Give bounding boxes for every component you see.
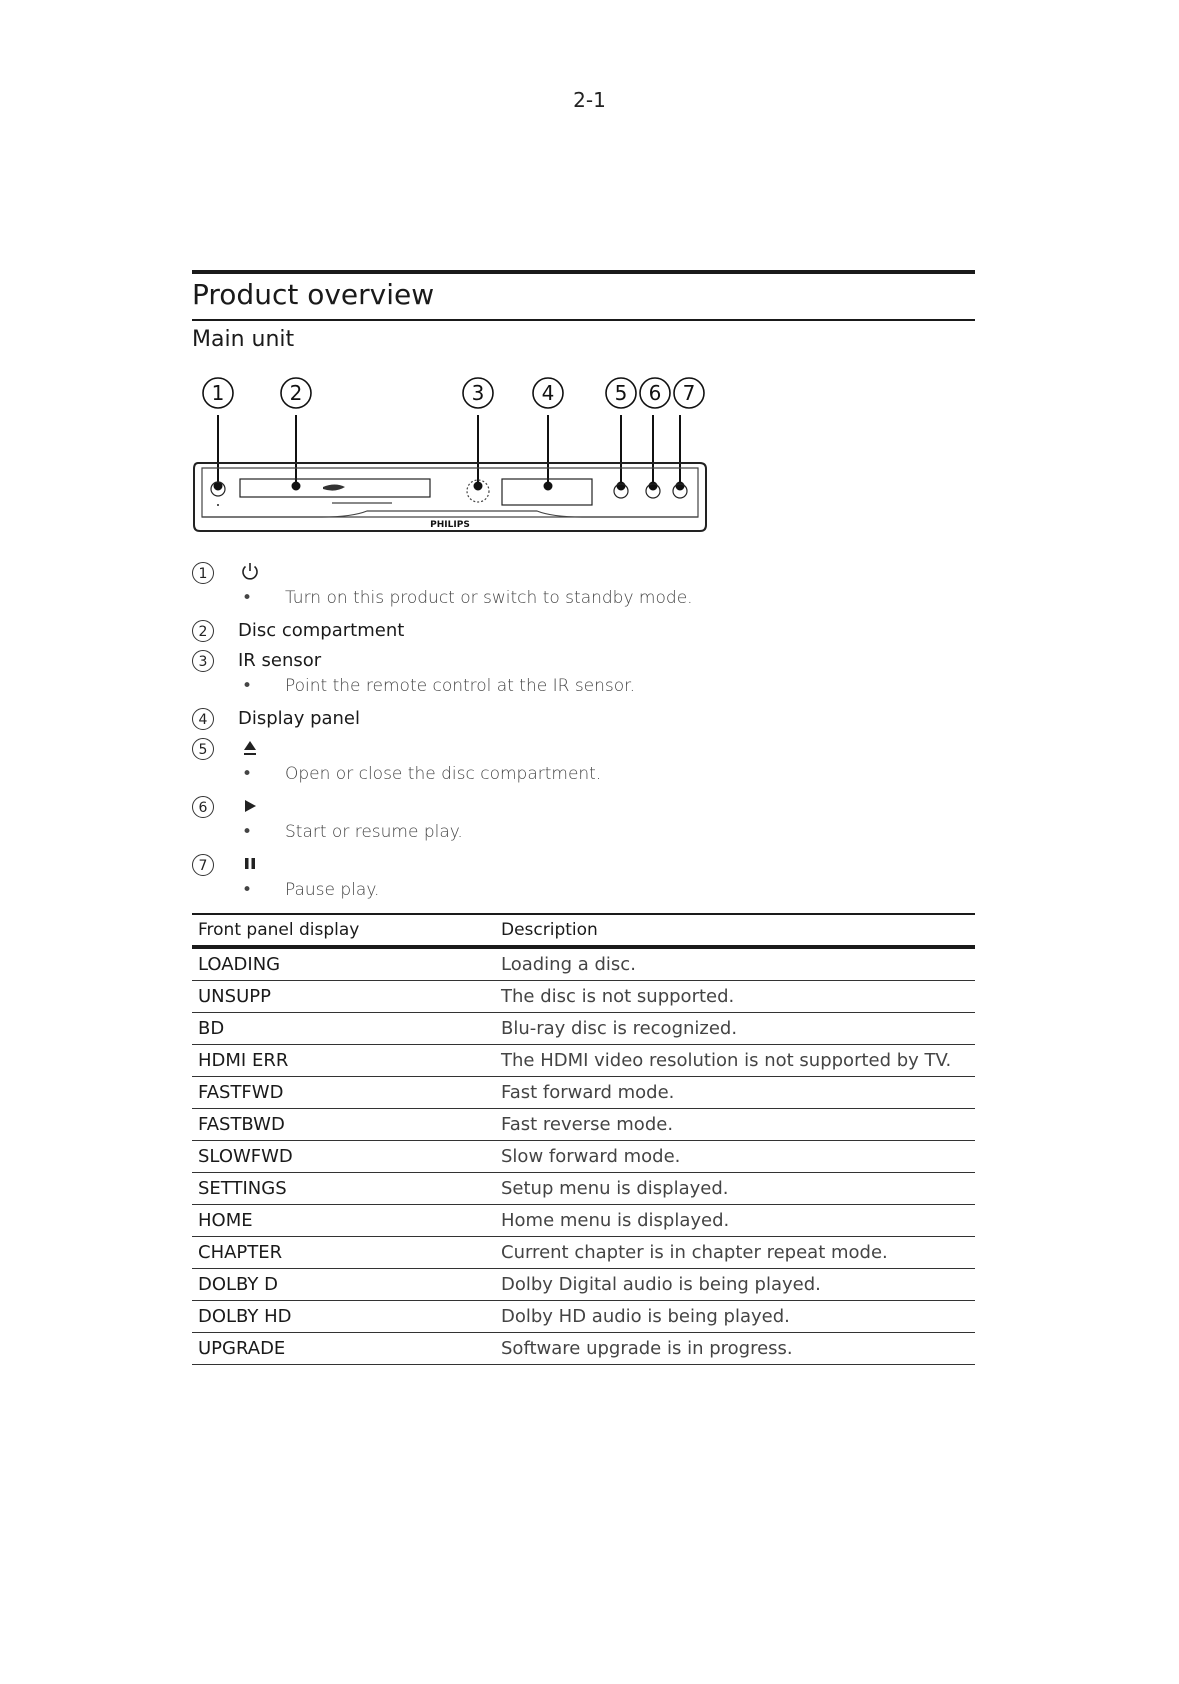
display-code: FASTBWD [192,1109,495,1141]
item-number: 6 [192,796,214,818]
display-description: Fast reverse mode. [495,1109,975,1141]
display-description: Home menu is displayed. [495,1205,975,1237]
bullet-text: Turn on this product or switch to standby mode. [285,588,693,608]
bullet-text: Pause play. [285,880,380,900]
page-number: 2-1 [573,88,606,112]
display-description: Blu-ray disc is recognized. [495,1013,975,1045]
display-code: CHAPTER [192,1237,495,1269]
display-description: Slow forward mode. [495,1141,975,1173]
table-row [192,981,975,1013]
brand-label: PHILIPS [430,520,470,530]
list-item [192,734,975,764]
table-row [192,1013,975,1045]
display-code: HOME [192,1205,495,1237]
display-description: Setup menu is displayed. [495,1173,975,1205]
display-code: UPGRADE [192,1333,495,1365]
display-description: Dolby Digital audio is being played. [495,1269,975,1301]
display-description: Current chapter is in chapter repeat mode. [495,1237,975,1269]
main-unit-items [192,558,975,908]
list-item-bullet [192,880,975,905]
table-row [192,947,975,981]
main-unit-diagram [192,365,712,545]
table-row [192,1269,975,1301]
table-row [192,1077,975,1109]
callout-number: 3 [471,381,485,405]
list-item-bullet [192,588,975,613]
callout-number: 6 [648,381,662,405]
display-code: SETTINGS [192,1173,495,1205]
play-icon [238,794,262,818]
bullet: • [242,676,253,696]
list-item [192,850,975,880]
display-description: Dolby HD audio is being played. [495,1301,975,1333]
pause-icon [238,852,262,876]
item-number: 2 [192,620,214,642]
display-code: FASTFWD [192,1077,495,1109]
table-row [192,1045,975,1077]
list-item [192,646,975,676]
item-label: Display panel [238,708,361,729]
callout-number: 2 [289,381,303,405]
item-number: 7 [192,854,214,876]
list-item [192,792,975,822]
display-code: LOADING [192,947,495,981]
table-row [192,1237,975,1269]
table-row [192,1333,975,1365]
callout-number: 7 [682,381,696,405]
power-icon [238,560,262,584]
table-row [192,1109,975,1141]
display-code: BD [192,1013,495,1045]
display-code: UNSUPP [192,981,495,1013]
display-code: SLOWFWD [192,1141,495,1173]
table-row [192,1205,975,1237]
front-panel-display-table [192,913,975,1365]
display-description: Loading a disc. [495,947,975,981]
bullet-text: Start or resume play. [285,822,463,842]
item-label: Disc compartment [238,620,405,641]
bullet: • [242,822,253,842]
display-description: The disc is not supported. [495,981,975,1013]
bullet: • [242,588,253,608]
section-top-rule [192,270,975,274]
list-item-bullet [192,676,975,701]
section-title: Product overview [192,278,435,311]
list-item-bullet [192,764,975,789]
callout-number: 5 [614,381,628,405]
item-number: 1 [192,562,214,584]
column-header-description: Description [495,914,975,947]
display-description: Fast forward mode. [495,1077,975,1109]
callout-number: 1 [211,381,225,405]
item-number: 5 [192,738,214,760]
display-description: Software upgrade is in progress. [495,1333,975,1365]
display-code: HDMI ERR [192,1045,495,1077]
table-row [192,1301,975,1333]
item-number: 4 [192,708,214,730]
list-item [192,558,975,588]
bullet-text: Open or close the disc compartment. [285,764,602,784]
list-item-bullet [192,822,975,847]
table-row [192,1141,975,1173]
bullet: • [242,764,253,784]
item-label: IR sensor [238,650,322,671]
display-description: The HDMI video resolution is not supported by TV. [495,1045,975,1077]
table-row [192,1173,975,1205]
subsection-title: Main unit [192,327,295,352]
display-code: DOLBY D [192,1269,495,1301]
display-code: DOLBY HD [192,1301,495,1333]
bullet: • [242,880,253,900]
table-header-row [192,914,975,947]
eject-icon [238,736,262,760]
bullet-text: Point the remote control at the IR sensor. [285,676,636,696]
list-item [192,704,975,734]
callout-number: 4 [541,381,555,405]
column-header-display: Front panel display [192,914,495,947]
list-item [192,616,975,646]
item-number: 3 [192,650,214,672]
section-title-rule [192,319,975,321]
